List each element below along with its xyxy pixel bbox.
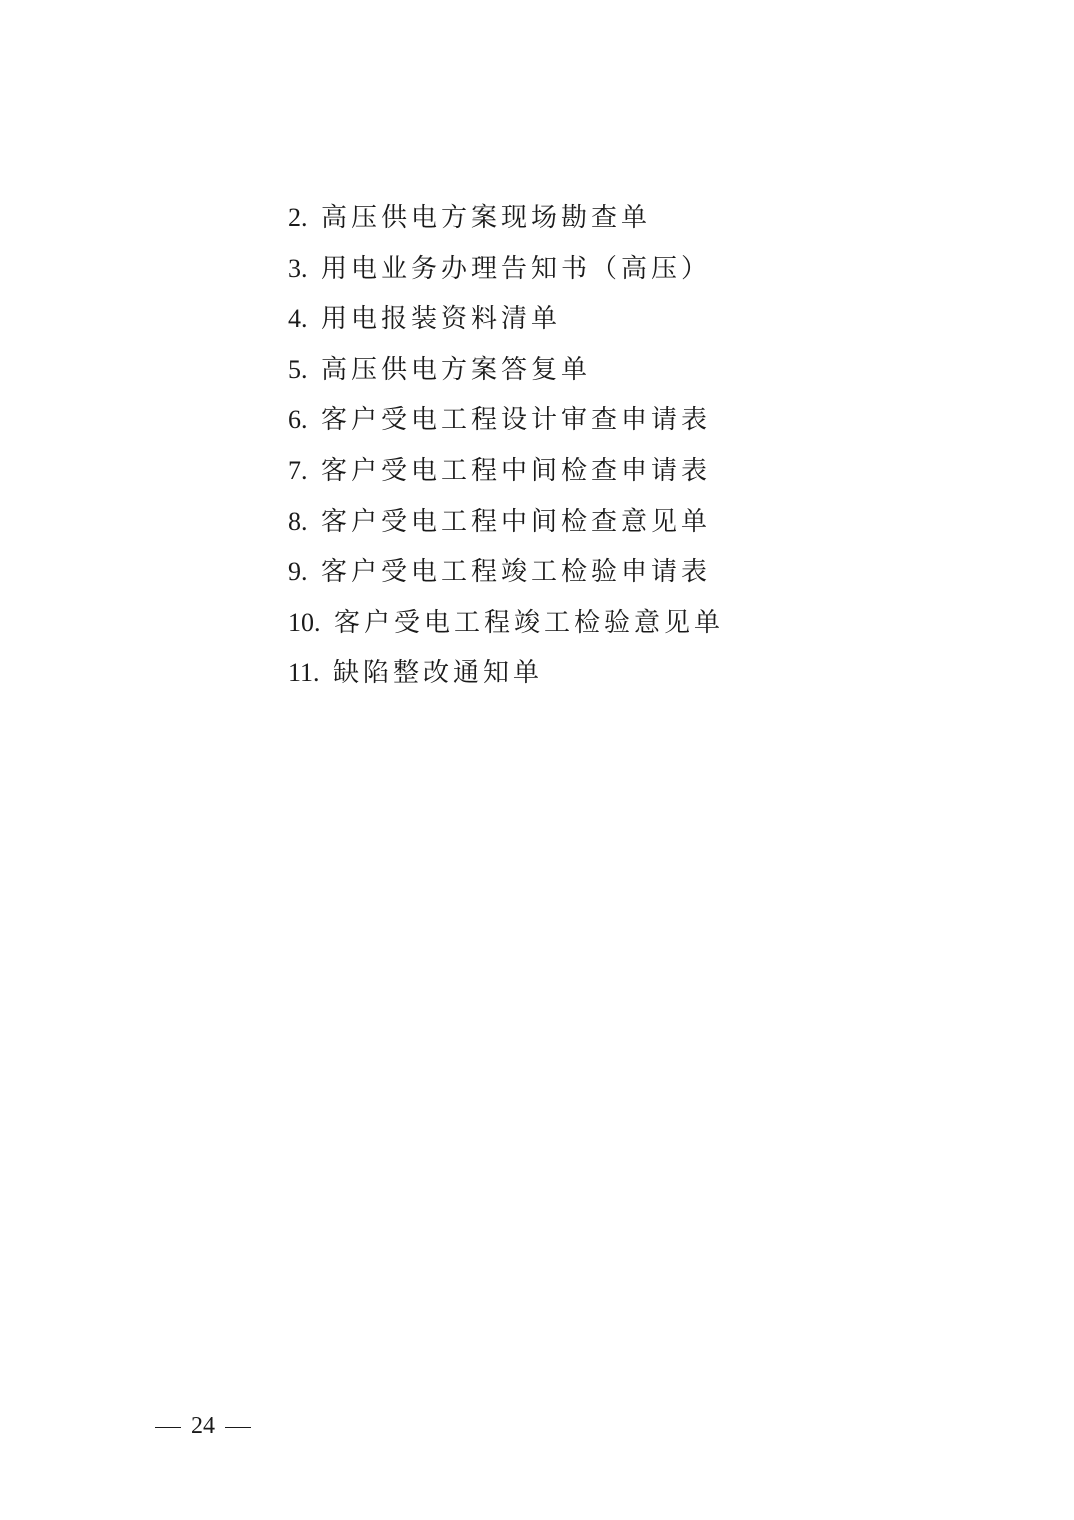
list-item: 9. 客户受电工程竣工检验申请表: [288, 557, 712, 588]
item-text: 客户受电工程竣工检验申请表: [321, 557, 712, 588]
item-text: 客户受电工程设计审查申请表: [321, 405, 712, 436]
item-text: 用电业务办理告知书（高压）: [321, 253, 712, 284]
list-item: 10. 客户受电工程竣工检验意见单: [288, 607, 725, 638]
item-number: 11: [288, 658, 314, 688]
list-item: 11. 缺陷整改通知单: [288, 658, 544, 689]
list-item: 4. 用电报装资料清单: [288, 304, 562, 335]
item-text: 用电报装资料清单: [321, 304, 562, 335]
item-text: 客户受电工程中间检查意见单: [321, 506, 712, 537]
item-text: 高压供电方案现场勘查单: [321, 203, 652, 233]
item-text: 高压供电方案答复单: [321, 354, 592, 385]
item-text: 客户受电工程竣工检验意见单: [334, 607, 725, 638]
list-item: 7. 客户受电工程中间检查申请表: [288, 455, 712, 486]
attachment-list: [288, 193, 724, 699]
item-number: 3: [288, 253, 301, 283]
item-number: 2: [288, 203, 301, 232]
left-dash: [155, 1427, 181, 1429]
item-number: 7: [288, 455, 301, 485]
page-number: 24: [191, 1413, 215, 1439]
item-text: 缺陷整改通知单: [333, 658, 544, 689]
list-item: 5. 高压供电方案答复单: [288, 354, 592, 385]
item-number: 8: [288, 506, 301, 536]
item-number: 5: [288, 354, 301, 384]
item-text: 客户受电工程中间检查申请表: [321, 455, 712, 486]
list-item: 2. 高压供电方案现场勘查单: [288, 203, 652, 233]
list-item: 3. 用电业务办理告知书（高压）: [288, 253, 712, 284]
item-number: 10: [288, 607, 314, 637]
right-dash: [225, 1427, 251, 1429]
item-number: 9: [288, 557, 301, 587]
item-number: 4: [288, 304, 301, 334]
item-number: 6: [288, 405, 301, 435]
page-footer: [145, 1408, 261, 1444]
list-item: 6. 客户受电工程设计审查申请表: [288, 405, 712, 436]
list-item: 8. 客户受电工程中间检查意见单: [288, 506, 712, 537]
